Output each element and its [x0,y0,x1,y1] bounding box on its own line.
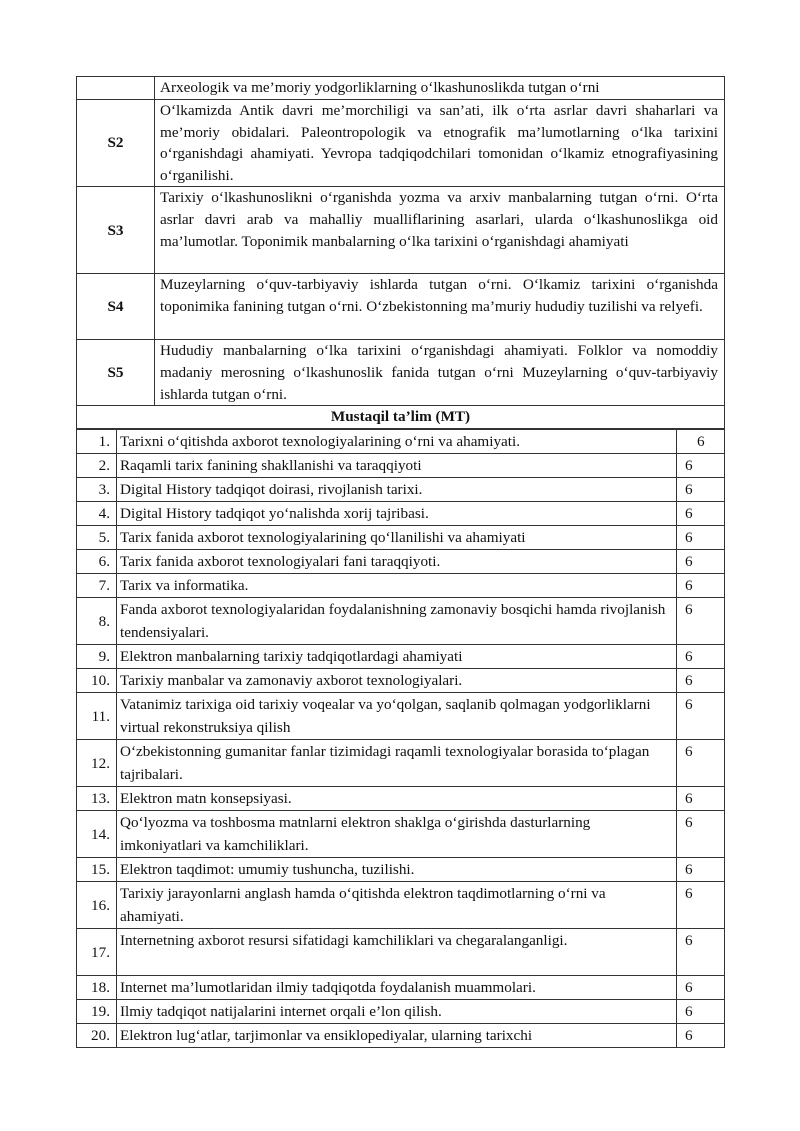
table-row [77,454,725,478]
row-number: 3. [77,478,117,502]
row-topic: Internetning axborot resursi sifatidagi kamchiliklari va chegaralanganligi. [117,929,677,976]
row-number: 17. [77,929,117,976]
topic-code: S5 [77,340,155,406]
independent-study-table [76,429,725,1048]
table-row [77,740,725,787]
table-row [77,598,725,645]
row-hours: 6 [677,693,725,740]
row-hours: 6 [677,430,725,454]
topic-row [77,187,725,274]
row-number: 6. [77,550,117,574]
table-row [77,574,725,598]
topic-text [155,274,725,340]
row-number: 11. [77,693,117,740]
row-hours: 6 [677,1000,725,1024]
topic-row [77,340,725,406]
table-row [77,1024,725,1048]
topic-text [155,77,725,100]
row-topic: Internet ma’lumotlaridan ilmiy tadqiqotda foydalanish muammolari. [117,976,677,1000]
row-topic: Elektron matn konsepsiyasi. [117,787,677,811]
table-row [77,478,725,502]
row-topic: Elektron lug‘atlar, tarjimonlar va ensiklopediyalar, ularning tarixchi [117,1024,677,1048]
row-topic: Tarix va informatika. [117,574,677,598]
topic-text-content: O‘lkamizda Antik davri me’morchiligi va san’ati, ilk o‘rta asrlar davri shaharlari va me’moriy obidalari. Paleontropologik va etnografik ma’lumotlarning o‘lka tarixini o‘rganishdagi ahamiyati. Yevropa tadqiqodchilari tomonidan o‘lkamiz etnografiyasining o‘rganilishi. [160,102,718,184]
row-number: 14. [77,811,117,858]
table-row [77,787,725,811]
row-hours: 6 [677,550,725,574]
row-topic: Raqamli tarix fanining shakllanishi va taraqqiyoti [117,454,677,478]
row-topic: Digital History tadqiqot yo‘nalishda xorij tajribasi. [117,502,677,526]
topic-code: S2 [77,100,155,187]
topic-code: S3 [77,187,155,274]
row-topic: Tarixiy jarayonlarni anglash hamda o‘qitishda elektron taqdimotlarning o‘rni va ahamiyati. [117,882,677,929]
row-hours: 6 [677,740,725,787]
row-hours: 6 [677,478,725,502]
table-row [77,693,725,740]
row-hours: 6 [677,574,725,598]
row-hours: 6 [677,858,725,882]
table-row [77,882,725,929]
row-topic: Ilmiy tadqiqot natijalarini internet orqali e’lon qilish. [117,1000,677,1024]
section-header: Mustaqil ta’lim (MT) [77,406,725,429]
row-topic: Tarixni o‘qitishda axborot texnologiyalarining o‘rni va ahamiyati. [117,430,677,454]
topic-row [77,274,725,340]
row-hours: 6 [677,882,725,929]
row-number: 19. [77,1000,117,1024]
row-number: 7. [77,574,117,598]
row-topic: Elektron taqdimot: umumiy tushuncha, tuzilishi. [117,858,677,882]
row-number: 10. [77,669,117,693]
topic-text-content: Muzeylarning o‘quv-tarbiyaviy ishlarda tutgan o‘rni. O‘lkamiz tarixini o‘rganishda toponimika fanining tutgan o‘rni. O‘zbekistonning ma’muriy hududiy tuzilishi va relyefi. [160,276,718,315]
row-number: 16. [77,882,117,929]
topic-text [155,340,725,406]
row-number: 4. [77,502,117,526]
row-hours: 6 [677,454,725,478]
topic-code: S4 [77,274,155,340]
row-number: 15. [77,858,117,882]
table-row [77,430,725,454]
row-hours: 6 [677,598,725,645]
table-row [77,645,725,669]
row-topic: Elektron manbalarning tarixiy tadqiqotlardagi ahamiyati [117,645,677,669]
topic-text-content: Arxeologik va me’moriy yodgorliklarning o‘lkashunoslikda tutgan o‘rni [160,79,600,96]
row-number: 8. [77,598,117,645]
row-number: 5. [77,526,117,550]
table-row [77,811,725,858]
topic-code [77,77,155,100]
row-hours: 6 [677,976,725,1000]
row-hours: 6 [677,502,725,526]
table-row [77,929,725,976]
row-topic: O‘zbekistonning gumanitar fanlar tizimidagi raqamli texnologiyalar borasida to‘plagan tajribalari. [117,740,677,787]
row-topic: Tarix fanida axborot texnologiyalari fani taraqqiyoti. [117,550,677,574]
table-row [77,1000,725,1024]
row-number: 1. [77,430,117,454]
row-hours: 6 [677,811,725,858]
section-header-row [77,406,725,429]
row-number: 12. [77,740,117,787]
topics-table [76,76,725,429]
row-number: 18. [77,976,117,1000]
row-hours: 6 [677,669,725,693]
row-number: 9. [77,645,117,669]
row-topic: Fanda axborot texnologiyalaridan foydalanishning zamonaviy bosqichi hamda rivojlanish tendensiyalari. [117,598,677,645]
row-hours: 6 [677,929,725,976]
row-hours: 6 [677,645,725,669]
row-hours: 6 [677,1024,725,1048]
row-number: 20. [77,1024,117,1048]
row-topic: Digital History tadqiqot doirasi, rivojlanish tarixi. [117,478,677,502]
topic-text [155,100,725,187]
table-row [77,502,725,526]
row-topic: Tarixiy manbalar va zamonaviy axborot texnologiyalari. [117,669,677,693]
topic-text-content: Hududiy manbalarning o‘lka tarixini o‘rganishdagi ahamiyati. Folklor va nomoddiy madaniy merosning o‘lkashunoslik fanida tutgan o‘rni Muzeylarning o‘quv-tarbiyaviy ishlarda tutgan o‘rni. [160,342,718,403]
topic-row [77,100,725,187]
row-topic: Vatanimiz tarixiga oid tarixiy voqealar va yo‘qolgan, saqlanib qolmagan yodgorliklarni virtual rekonstruksiya qilish [117,693,677,740]
row-hours: 6 [677,526,725,550]
table-row [77,976,725,1000]
row-topic: Qo‘lyozma va toshbosma matnlarni elektron shaklga o‘girishda dasturlarning imkoniyatlari va kamchiliklari. [117,811,677,858]
table-row [77,526,725,550]
row-hours: 6 [677,787,725,811]
topic-text-content: Tarixiy o‘lkashunoslikni o‘rganishda yozma va arxiv manbalarning tutgan o‘rni. O‘rta asrlar davri arab va mahalliy mualliflarining asarlari, ularda o‘lkashunoslikga oid ma’lumotlar. Toponimik manbalarning o‘lka tarixini o‘rganishdagi ahamiyati [160,189,718,250]
row-topic: Tarix fanida axborot texnologiyalarining qo‘llanilishi va ahamiyati [117,526,677,550]
table-row [77,669,725,693]
document-page [76,76,724,1048]
topic-text [155,187,725,274]
table-row [77,550,725,574]
table-row [77,858,725,882]
row-number: 13. [77,787,117,811]
topic-row [77,77,725,100]
row-number: 2. [77,454,117,478]
